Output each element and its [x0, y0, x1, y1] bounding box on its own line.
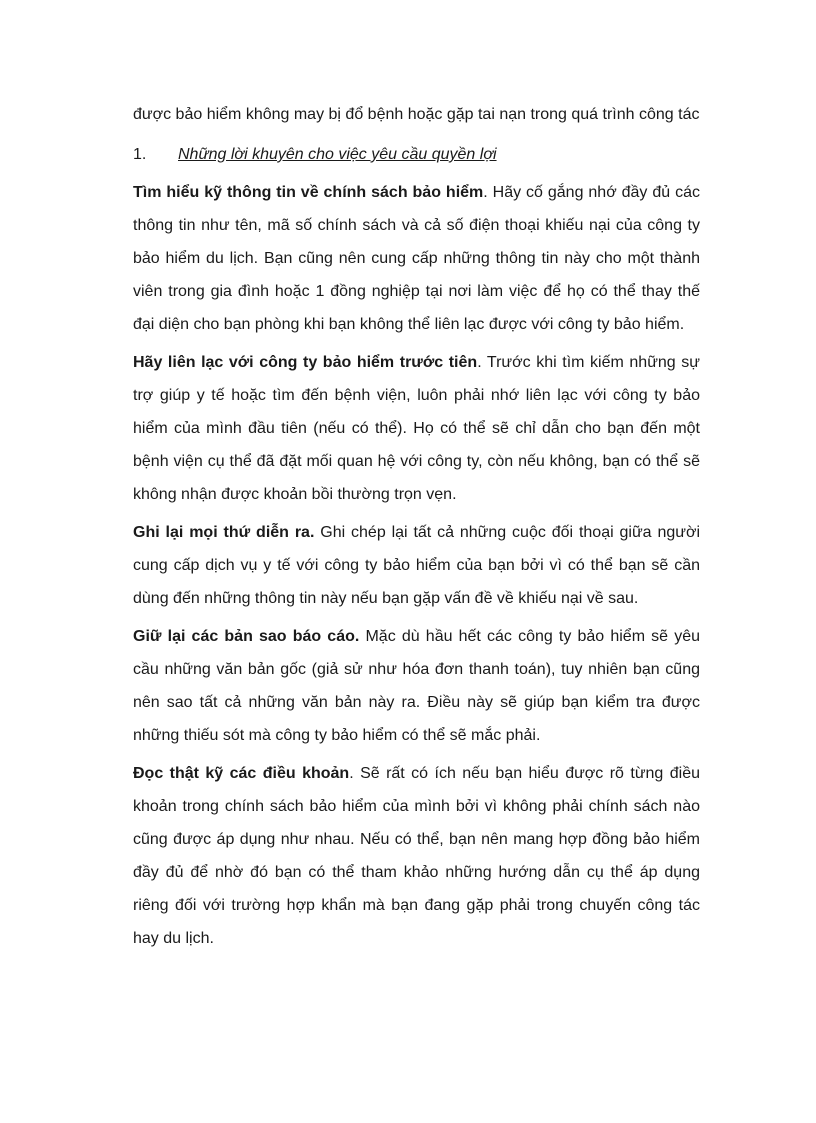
section-heading	[133, 138, 700, 171]
paragraph-lead: Hãy liên lạc với công ty bảo hiểm trước tiên	[133, 354, 478, 371]
paragraph-body: . Trước khi tìm kiếm những sự trợ giúp y tế hoặc tìm đến bệnh viện, luôn phải nhớ liên lạc với công ty bảo hiểm của mình đầu tiên (nếu có thể). Họ có thể sẽ chỉ dẫn cho bạn đến một bệnh viện cụ thể đã đặt mối quan hệ với công ty, còn nếu không, bạn có thể sẽ không nhận được khoản bồi thường trọn vẹn.	[133, 354, 700, 503]
paragraph-lead: Giữ lại các bản sao báo cáo.	[133, 628, 360, 645]
section-number: 1.	[133, 146, 147, 163]
paragraph-contact-insurer	[133, 346, 700, 511]
paragraph-body: Mặc dù hầu hết các công ty bảo hiểm sẽ yêu cầu những văn bản gốc (giả sử như hóa đơn thanh toán), tuy nhiên bạn cũng nên sao tất cả những văn bản này ra. Điều này sẽ giúp bạn kiểm tra được những thiếu sót mà công ty bảo hiểm có thể sẽ mắc phải.	[133, 628, 701, 744]
paragraph-read-terms	[133, 757, 700, 955]
paragraph-record-everything	[133, 516, 700, 615]
paragraph-lead: Tìm hiểu kỹ thông tin về chính sách bảo hiểm	[133, 184, 484, 201]
section-title: Những lời khuyên cho việc yêu cầu quyền lợi	[178, 146, 497, 163]
intro-paragraph: được bảo hiểm không may bị đổ bệnh hoặc gặp tai nạn trong quá trình công tác	[133, 106, 700, 123]
paragraph-lead: Ghi lại mọi thứ diễn ra.	[133, 524, 315, 541]
document-page	[133, 98, 700, 955]
paragraph-keep-copies	[133, 620, 700, 752]
paragraph-body: . Hãy cố gắng nhớ đầy đủ các thông tin như tên, mã số chính sách và cả số điện thoại khiếu nại của công ty bảo hiểm du lịch. Bạn cũng nên cung cấp những thông tin này cho một thành viên trong gia đình hoặc 1 đồng nghiệp tại nơi làm việc để họ có thể thay thế đại diện cho bạn phòng khi bạn không thể liên lạc được với công ty bảo hiểm.	[133, 184, 700, 333]
paragraph-policy-info	[133, 176, 700, 341]
paragraph-body: Ghi chép lại tất cả những cuộc đối thoại giữa người cung cấp dịch vụ y tế với công ty bảo hiểm của bạn bởi vì có thể bạn sẽ cần dùng đến những thông tin này nếu bạn gặp vấn đề về khiếu nại về sau.	[133, 524, 700, 607]
paragraph-body: . Sẽ rất có ích nếu bạn hiểu được rõ từng điều khoản trong chính sách bảo hiểm của mình bởi vì không phải chính sách nào cũng được áp dụng như nhau. Nếu có thể, bạn nên mang hợp đồng bảo hiểm đầy đủ để nhờ đó bạn có thể tham khảo những hướng dẫn cụ thể áp dụng riêng đối với trường hợp khẩn mà bạn đang gặp phải trong chuyến công tác hay du lịch.	[133, 765, 701, 947]
paragraph-lead: Đọc thật kỹ các điều khoản	[133, 765, 350, 782]
